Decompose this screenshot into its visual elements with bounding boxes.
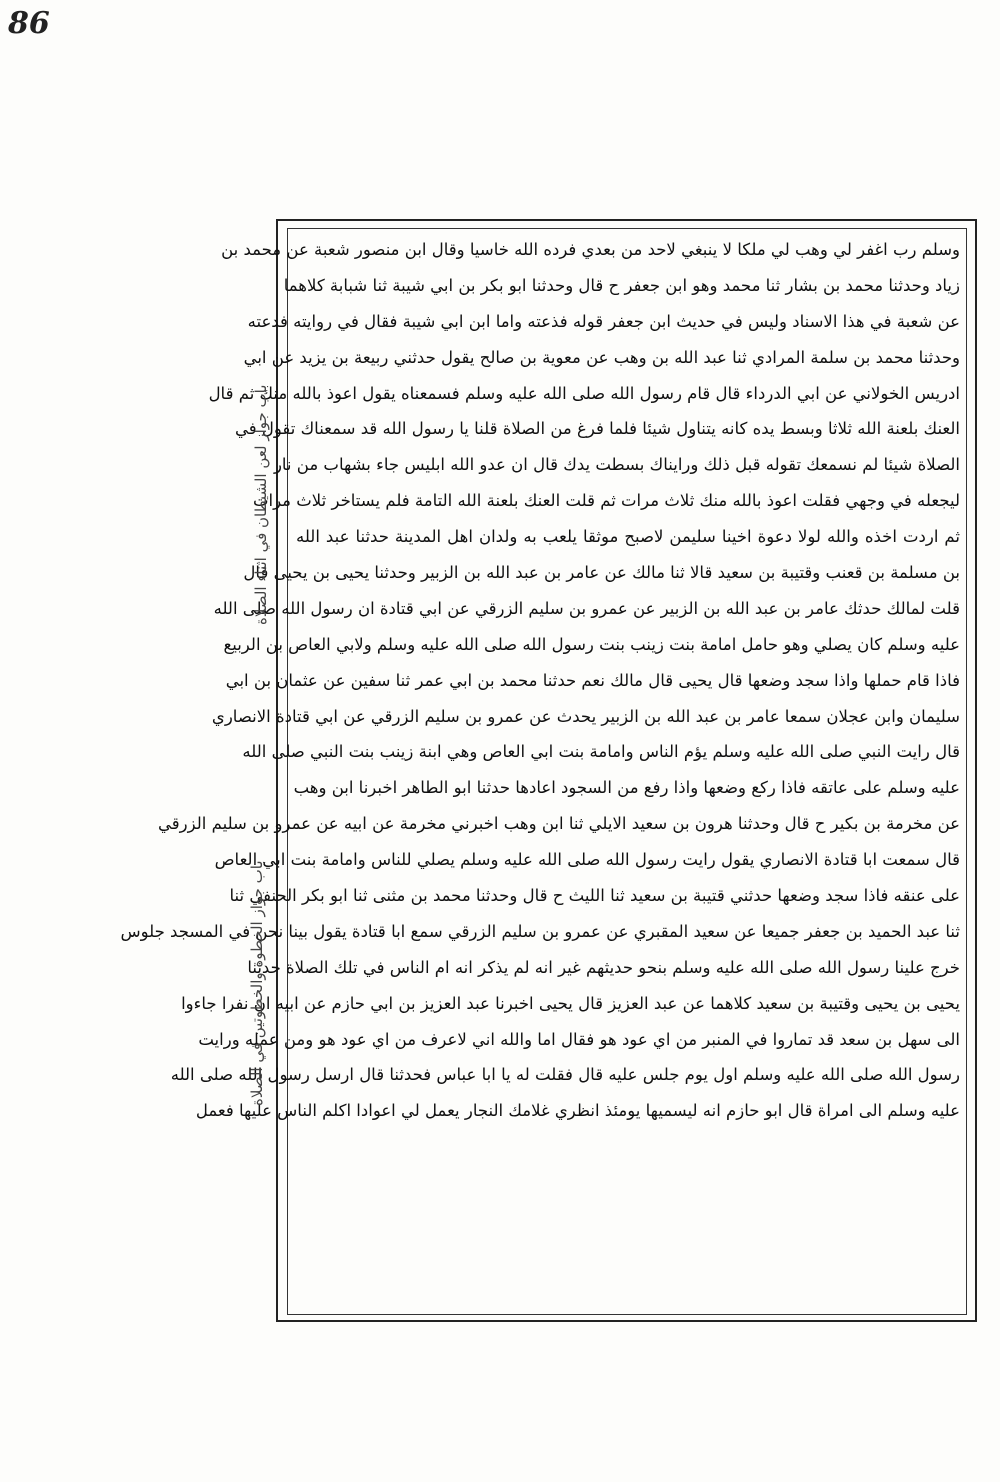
text-line: عليه وسلم كان يصلي وهو حامل امامة بنت زينب بنت رسول الله صلى الله عليه وسلم ولابي العاص بن الربيع: [223, 634, 960, 654]
text-line: سليمان وابن عجلان سمعا عامر بن عبد الله بن الزبير يحدث عن عمرو بن سليم الزرقي عن ابي قتادة الانصاري: [211, 706, 960, 726]
margin-heading: باب جواز لعن الشيطان في اثناء الصلاة: [252, 385, 270, 626]
text-line: خرج علينا رسول الله صلى الله عليه وسلم بنحو حديثهم غير انه لم يذكر انه ام الناس في تلك الصلاة حدثنا: [247, 957, 960, 977]
text-line: وحدثنا محمد بن سلمة المرادي ثنا عبد الله بن وهب عن معوية بن صالح يقول حدثني ربيعة بن يزيد عن ابي: [243, 347, 960, 367]
text-line: عن شعبة في هذا الاسناد وليس في حديث ابن جعفر قوله فذعته واما ابن ابي شيبة فقال في روايته فدعته: [247, 311, 960, 331]
text-line: رسول الله صلى الله عليه وسلم اول يوم جلس عليه قال فقلت له يا ابا عباس فحدثنا قال ارسل رسول الله صلى الله: [170, 1065, 960, 1085]
text-line: وسلم رب اغفر لي وهب لي ملكا لا ينبغي لاحد من بعدي فرده الله خاسيا وقال ابن منصور شعبة عن محمد بن: [221, 240, 960, 259]
text-line: قلت لمالك حدثك عامر بن عبد الله بن الزبير عن عمرو بن سليم الزرقي عن ابي قتادة ان رسول الله صلى الله: [213, 598, 960, 618]
text-line: ليجعله في وجهي فقلت اعوذ بالله منك ثلاث مرات ثم قلت العنك بلعنة الله التامة فلم يستاخر ثلاث مرات: [252, 491, 960, 511]
text-line: ادريس الخولاني عن ابي الدرداء قال قام رسول الله صلى الله عليه وسلم فسمعناه يقول اعوذ بالله منك ثم قال: [208, 383, 960, 403]
text-line: عليه وسلم الى امراة قال ابو حازم انه ليسميها يومئذ انظري غلامك النجار يعمل لي اعوادا اكلم الناس عليها فعمل: [195, 1101, 960, 1121]
text-line: عن مخرمة بن بكير ح قال وحدثنا هرون بن سعيد الايلي ثنا ابن وهب اخبرني مخرمة عن ابيه عن عمرو بن سليم الزرقي: [158, 814, 960, 834]
text-line: قال رايت النبي صلى الله عليه وسلم يؤم الناس وامامة بنت ابي العاص وهي ابنة زينب بنت النبي صلى الله: [242, 742, 960, 762]
text-line: العنك بلعنة الله ثلاثا وبسط يده كانه يتناول شيئا فلما فرغ من الصلاة قلنا يا رسول الله قد سمعناك تقول في: [234, 419, 960, 439]
text-line: ثنا عبد الحميد بن جعفر جميعا عن سعيد المقبري عن عمرو بن سليم الزرقي سمع ابا قتادة يقول بينا نحن في المسجد جلوس: [120, 921, 960, 941]
text-line: الى سهل بن سعد قد تماروا في المنبر من اي عود هو فقال اما والله اني لاعرف من اي عود هو ومن عمله ورايت: [198, 1029, 960, 1049]
text-line: على عنقه فاذا سجد وضعها حدثني قتيبة بن سعيد ثنا الليث ح قال وحدثنا محمد بن مثنى ثنا ابو بكر الحنفي ثنا: [229, 886, 960, 906]
text-line: الصلاة شيئا لم نسمعك تقوله قبل ذلك ورايناك بسطت يدك قال ان عدو الله ابليس جاء بشهاب من نار: [273, 455, 960, 475]
margin-heading: باب جواز الخطوة والخطوتين في الصلاة: [248, 860, 266, 1106]
text-line: ثم اردت اخذه والله لولا دعوة اخينا سليمن لاصبح موثقا يلعب به ولدان اهل المدينة حدثنا عبد الله: [296, 527, 960, 547]
text-line: عليه وسلم على عاتقه فاذا ركع وضعها واذا رفع من السجود اعادها حدثنا ابو الطاهر اخبرنا ابن وهب: [293, 778, 960, 798]
text-line: زياد وحدثنا محمد بن بشار ثنا محمد وهو ابن جعفر ح قال وحدثنا ابو بكر بن ابي شيبة ثنا شبابة كلاهما: [283, 275, 960, 295]
page-number: 86: [8, 6, 50, 41]
text-line: يحيى بن يحيى وقتيبة بن سعيد كلاهما عن عبد العزيز قال يحيى اخبرنا عبد العزيز بن ابي حازم عن ابيه ان نفرا جاءوا: [181, 993, 960, 1013]
text-line: فاذا قام حملها واذا سجد وضعها قال يحيى قال مالك نعم حدثنا محمد بن ابي عمر ثنا سفين عن عثمان بن ابي: [225, 670, 960, 690]
text-line: بن مسلمة بن قعنب وقتيبة بن سعيد قالا ثنا مالك عن عامر بن عبد الله بن الزبير وحدثنا يحيى بن يحيى قال: [243, 563, 960, 583]
text-line: قال سمعت ابا قتادة الانصاري يقول رايت رسول الله صلى الله عليه وسلم يصلي للناس وامامة بنت ابي العاص: [214, 850, 960, 870]
